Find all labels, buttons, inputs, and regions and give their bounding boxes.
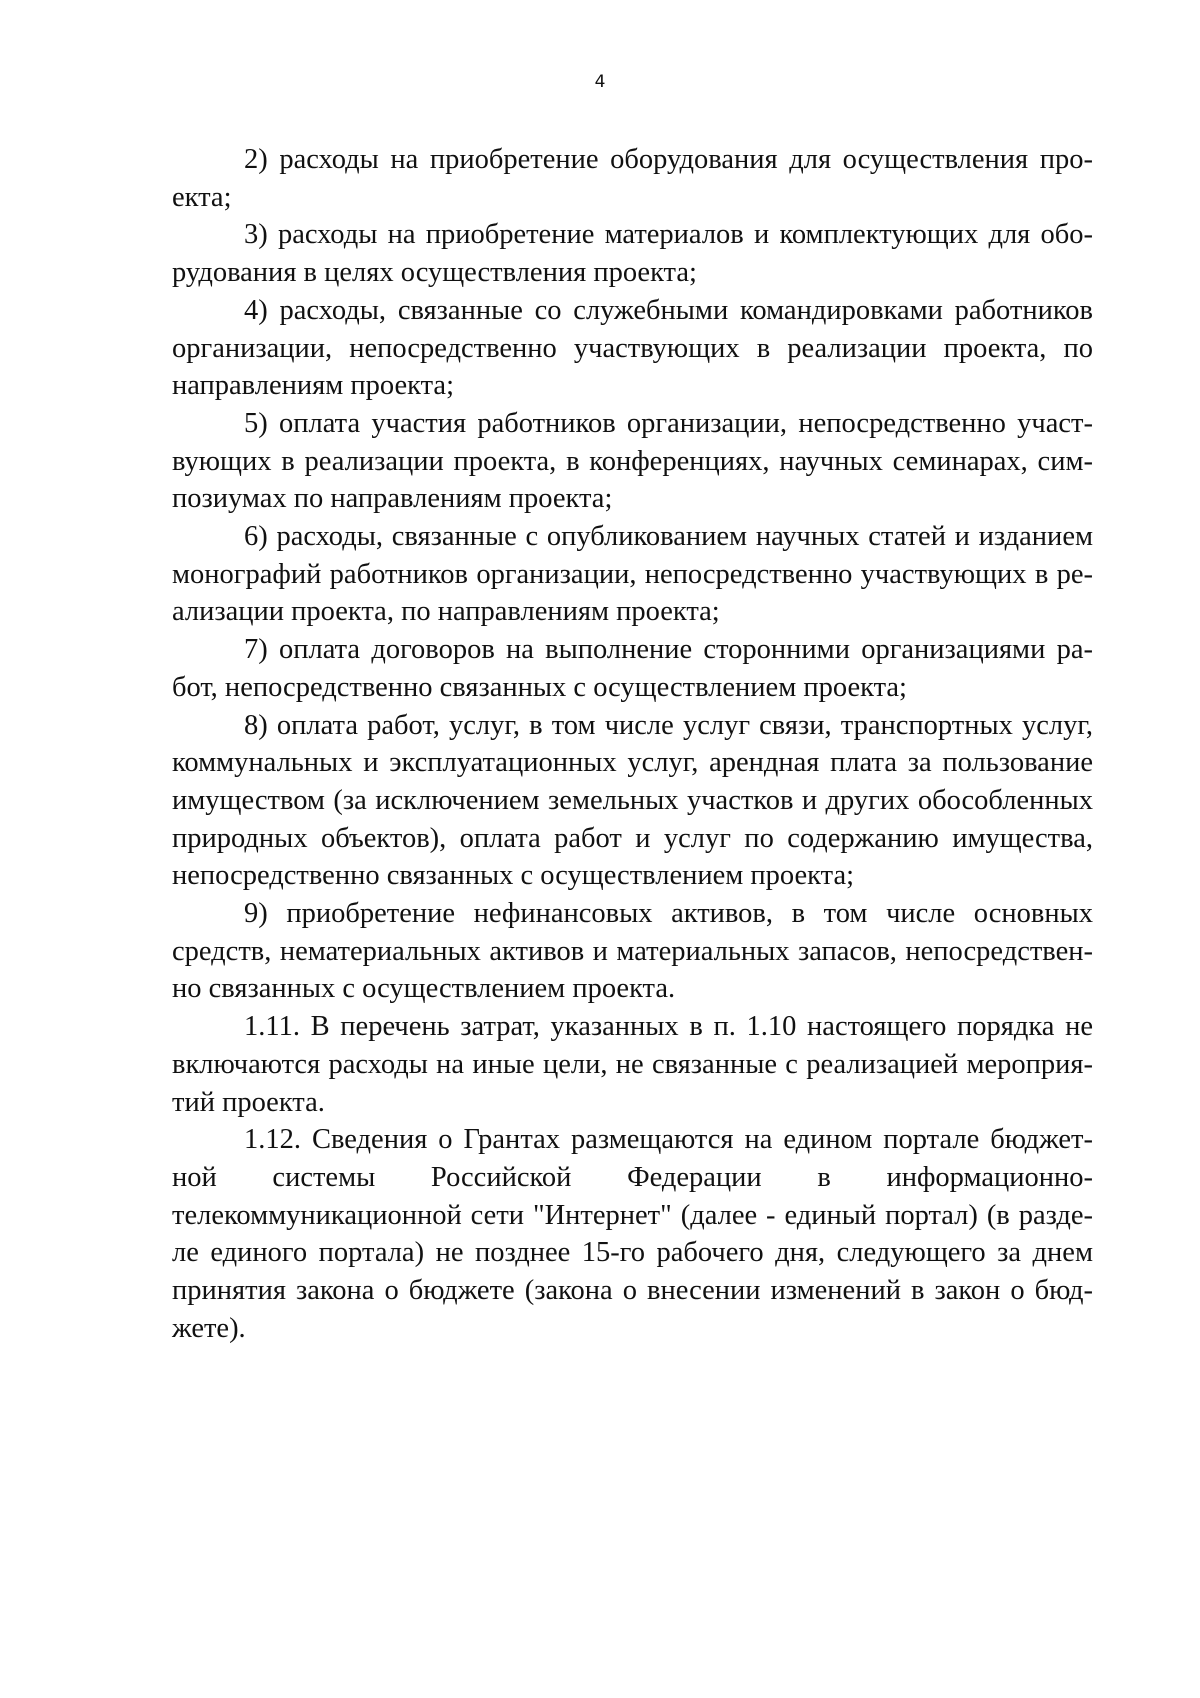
paragraph-item-3: 3) расходы на приобретение материалов и комплектующих для оборудования в целях осуществления проекта; [172, 219, 1093, 289]
paragraph-item-7: 7) оплата договоров на выполнение сторонними организациями работ, непосредственно связанных с осуществлением проекта; [172, 634, 1093, 703]
document-body [172, 141, 1093, 1348]
paragraph-1-11: 1.11. В перечень затрат, указанных в п. 1.10 настоящего порядка не включаются расходы на иные цели, не связанные с реализацией мероприятий проекта. [172, 1011, 1093, 1118]
paragraph-1-12: 1.12. Сведения о Грантах размещаются на едином портале бюджетной системы Российской Федерации в информационно-телекоммуникационной сети "Интернет" (далее - единый портал) (в разделе единого портала) не позднее 15-го рабочего дня, следующего за днем принятия закона о бюджете (закона о внесении изменений в закон о бюджете). [172, 1124, 1093, 1344]
paragraph-item-8: 8) оплата работ, услуг, в том числе услуг связи, транспортных услуг, коммунальных и эксплуатационных услуг, арендная плата за пользование имуществом (за исключением земельных участков и других обособленных природных объектов), оплата работ и услуг по содержанию имущества, непосредственно связанных с осуществлением проекта; [172, 709, 1093, 892]
paragraph-item-6: 6) расходы, связанные с опубликованием научных статей и изданием монографий работников организации, непосредственно участвующих в реализации проекта, по направлениям проекта; [172, 521, 1093, 628]
paragraph-item-2: 2) расходы на приобретение оборудования для осуществления проекта; [172, 144, 1093, 213]
page-number: 4 [594, 72, 606, 92]
paragraph-item-4: 4) расходы, связанные со служебными командировками работников организации, непосредственно участвующих в реализации проекта, по направлениям проекта; [172, 294, 1093, 402]
paragraph-item-5: 5) оплата участия работников организации, непосредственно участвующих в реализации проекта, в конференциях, научных семинарах, симпозиумах по направлениям проекта; [172, 407, 1093, 515]
paragraph-item-9: 9) приобретение нефинансовых активов, в том числе основных средств, нематериальных активов и материальных запасов, непосредственно связанных с осуществлением проекта. [172, 898, 1093, 1005]
